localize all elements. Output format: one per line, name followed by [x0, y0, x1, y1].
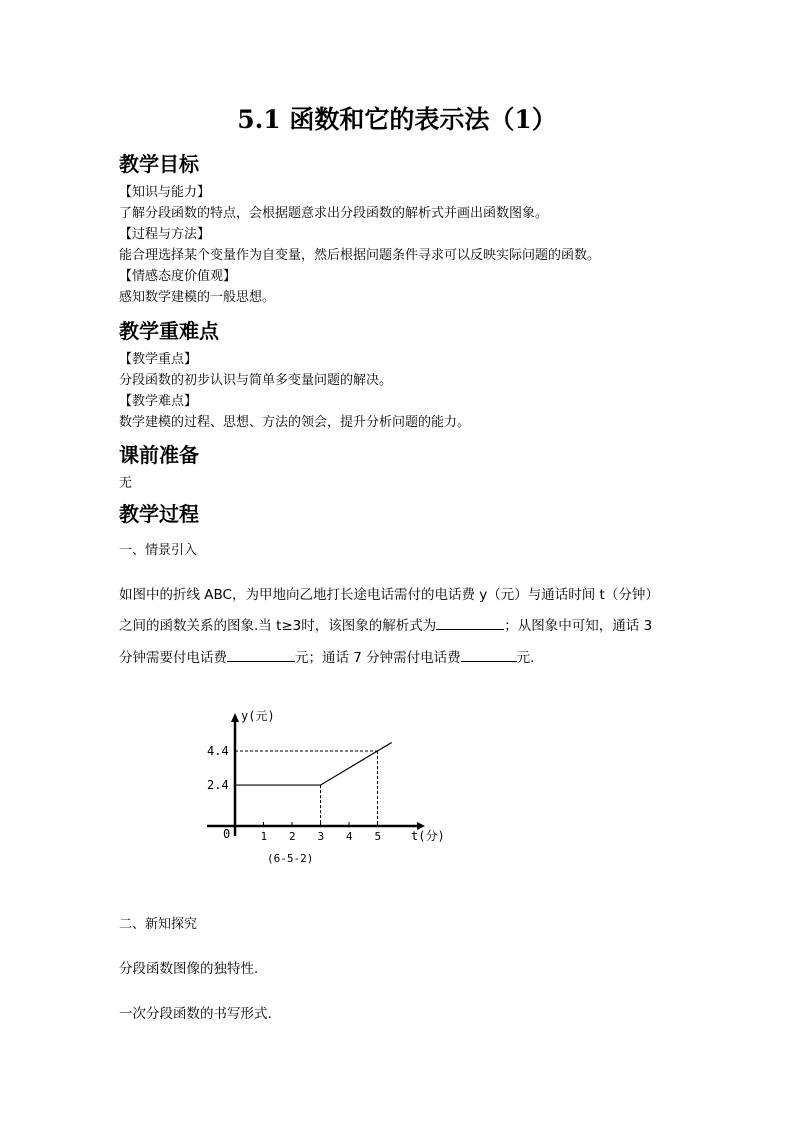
process-method-text: 能合理选择某个变量作为自变量，然后根据问题条件寻求可以反映实际问题的函数。 — [119, 248, 601, 263]
difficulty-label: 【教学难点】 — [119, 394, 198, 409]
x-tick-label-2: 2 — [289, 830, 296, 843]
attitude-text: 感知数学建模的一般思想。 — [119, 290, 276, 305]
objectives-heading: 教学目标 — [119, 152, 199, 176]
process-method-label: 【过程与方法】 — [119, 227, 211, 242]
problem-line-2 — [119, 614, 652, 634]
explore-text-2: 一次分段函数的书写形式. — [119, 1006, 272, 1022]
difficulty-text: 数学建模的过程、思想、方法的领会，提升分析问题的能力。 — [119, 415, 471, 430]
y-tick-label-2.4: 2.4 — [207, 778, 229, 793]
answer-blank-7min[interactable] — [461, 649, 517, 662]
preparation-text: 无 — [119, 476, 133, 491]
x-tick-label-5: 5 — [374, 830, 382, 843]
problem-line-3-part-c: 元. — [516, 650, 535, 666]
explore-label: 二、新知探究 — [119, 917, 198, 932]
knowledge-text: 了解分段函数的特点，会根据题意求出分段函数的解析式并画出函数图象。 — [119, 206, 549, 221]
answer-blank-3min[interactable] — [227, 649, 295, 662]
x-tick-label-4: 4 — [346, 830, 353, 843]
focus-text: 分段函数的初步认识与简单多变量问题的解决。 — [119, 373, 393, 388]
x-tick-label-1: 1 — [260, 830, 268, 843]
key-points-heading: 教学重难点 — [119, 319, 219, 343]
process-heading: 教学过程 — [119, 502, 199, 526]
phone-fee-chart — [195, 700, 465, 875]
page-title: 5.1 函数和它的表示法（1） — [237, 105, 557, 134]
y-axis-arrow — [231, 713, 239, 722]
problem-line-2-part-b: ；从图象中可知，通话 3 — [504, 618, 653, 634]
chart-caption: (6-5-2) — [267, 852, 314, 865]
preparation-heading: 课前准备 — [119, 443, 199, 467]
explore-text-1: 分段函数图像的独特性. — [119, 961, 259, 977]
problem-line-3-part-a: 分钟需要付电话费 — [119, 650, 227, 666]
problem-line-2-part-a: 之间的函数关系的图象.当 t≥3时，该图象的解析式为 — [119, 618, 437, 634]
answer-blank-formula[interactable] — [436, 617, 504, 630]
y-axis-label: y(元) — [241, 709, 275, 723]
focus-label: 【教学重点】 — [119, 352, 198, 367]
attitude-label: 【情感态度价值观】 — [119, 269, 237, 284]
series-line-ABC — [235, 742, 392, 785]
x-tick-label-3: 3 — [317, 830, 325, 843]
knowledge-label: 【知识与能力】 — [119, 185, 211, 200]
problem-line-1: 如图中的折线 ABC，为甲地向乙地打长途电话需付的电话费 y（元）与通话时间 t（分钟） — [119, 587, 659, 603]
intro-label: 一、情景引入 — [119, 543, 198, 558]
problem-line-3-part-b: 元；通话 7 分钟需付电话费 — [295, 650, 461, 666]
x-axis-label: t(分) — [411, 829, 445, 843]
y-tick-label-4.4: 4.4 — [207, 743, 229, 758]
origin-label: 0 — [223, 827, 231, 841]
problem-line-3 — [119, 646, 534, 666]
